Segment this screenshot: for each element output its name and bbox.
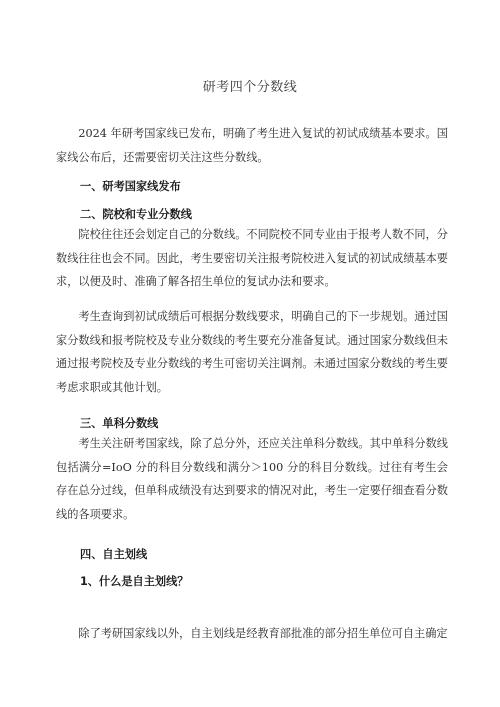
document-title: 研考四个分数线 [202,80,298,95]
section-heading-4: 四、自主划线 [80,548,148,561]
section-heading-3: 三、单科分数线 [80,417,159,430]
section3-paragraph: 考生关注研考国家线，除了总分外，还应关注单科分数线。其中单科分数线包括满分=IoO 分的科目分数线和满分＞100 分的科目分数线。过往有考生会存在总分过线，但单科成绩没有达到要求的情况对此，考生一定要仔细查看分数线的各项要求。 [56,437,448,521]
section-heading-2: 二、院校和专业分数线 [80,208,192,221]
section2-paragraph-1: 院校往往还会划定自己的分数线。不同院校不同专业由于报考人数不同，分数线往往也会不同。因此，考生要密切关注报考院校进入复试的初试成绩基本要求，以便及时、准确了解各招生单位的复试办法和要求。 [56,228,448,288]
section4-paragraph: 除了考研国家线以外，自主划线是经教育部批准的部分招生单位可自主确定 [78,627,448,640]
section2-paragraph-2: 考生查询到初试成绩后可根据分数线要求，明确自己的下一步规划。通过国家分数线和报考院校及专业分数线的考生要充分准备复试。通过国家分数线但未通过报考院校及专业分数线的考生可密切关注调剂。未通过国家分数线的考生要考虑求职或其他计划。 [56,310,448,394]
intro-paragraph: 2024 年研考国家线已发布，明确了考生进入复试的初试成绩基本要求。国家线公布后，还需要密切关注这些分数线。 [56,127,448,164]
section-heading-1: 一、研考国家线发布 [80,180,181,193]
section4-subheading-1: 1、什么是自主划线？ [80,575,189,588]
